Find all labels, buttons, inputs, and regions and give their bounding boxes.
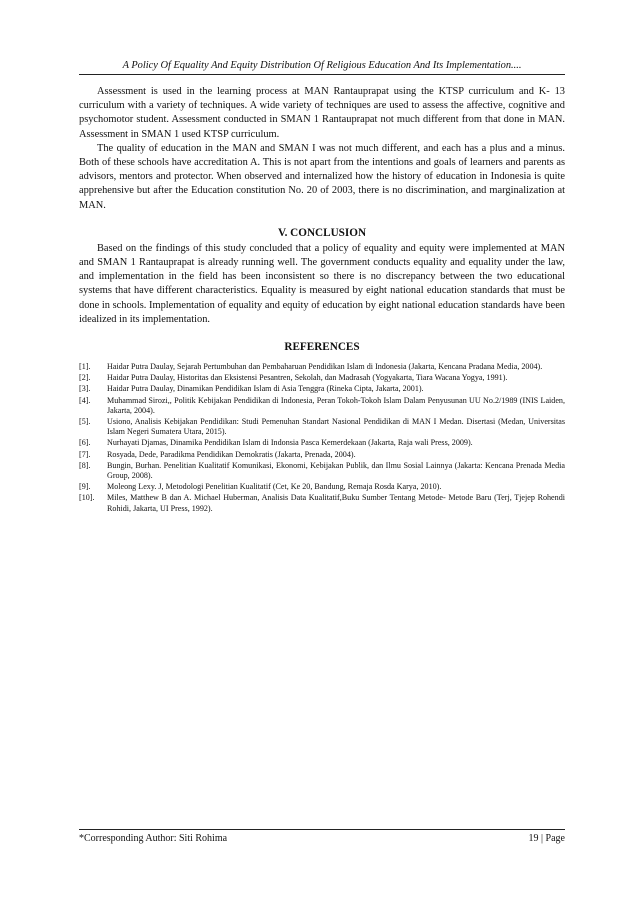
body-paragraph: Assessment is used in the learning process at MAN Rantauprapat using the KTSP curriculum and K- 13 curriculum with a variety of techniques. A wide variety of techniques are used to assess the affective, cognitive and psychomotor student. Assessment conducted in SMAN 1 Rantauprapat not much different from that done in MAN. Assessment in SMAN 1 used KTSP curriculum.: [79, 86, 565, 140]
reference-number: [1].: [79, 362, 91, 372]
conclusion-section: [79, 226, 565, 327]
reference-text: Bungin, Burhan. Penelitian Kualitatif Komunikasi, Ekonomi, Kebijakan Publik, dan Ilmu Sosial Lainnya (Jakarta: Kencana Prenada Media Group, 2008).: [107, 460, 565, 481]
reference-text: Haidar Putra Daulay, Dinamikan Pendidikan Islam di Asia Tenggra (Rineka Cipta, Jakarta, 2001).: [107, 384, 424, 394]
reference-item: [79, 373, 565, 383]
reference-number: [9].: [79, 482, 91, 492]
reference-item: [79, 493, 565, 513]
reference-number: [5].: [79, 417, 91, 427]
reference-item: [79, 482, 565, 492]
running-header: A Policy Of Equality And Equity Distribution Of Religious Education And Its Implementation....: [79, 60, 565, 75]
section-heading: REFERENCES: [284, 341, 360, 354]
page-content: [79, 60, 565, 530]
page-number: 19 | Page: [528, 833, 565, 844]
reference-number: [4].: [79, 395, 91, 405]
reference-text: Nurhayati Djamas, Dinamika Pendidikan Islam di Indonsia Pasca Kemerdekaan (Jakarta, Raja wali Press, 2009).: [107, 438, 473, 448]
reference-text: Miles, Matthew B dan A. Michael Huberman, Analisis Data Kualitatif,Buku Sumber Tentang Metode- Metode Baru (Terj, Tjejep Rohendi Rohidi, Jakarta, UI Press, 1992).: [107, 493, 565, 513]
reference-item: [79, 362, 565, 372]
reference-text: Haidar Putra Daulay, Historitas dan Eksistensi Pesantren, Sekolah, dan Madrasah (Yogyakarta, Tiara Wacana Yogya, 1991).: [107, 373, 508, 383]
reference-item: [79, 438, 565, 448]
references-section: [79, 340, 565, 514]
reference-text: Moleong Lexy. J, Metodologi Penelitian Kualitatif (Cet, Ke 20, Bandung, Remaja Rosda Karya, 2010).: [107, 482, 442, 492]
reference-item: [79, 450, 565, 460]
section-heading: V. CONCLUSION: [277, 226, 367, 239]
corresponding-author: *Corresponding Author: Siti Rohima: [79, 833, 228, 844]
reference-number: [3].: [79, 384, 91, 394]
conclusion-text: Based on the findings of this study concluded that a policy of equality and equity were implemented at MAN and SMAN 1 Rantauprapat is already running well. The government conducts equality and equality under the law, and implementation in the field has been inconsistent so there is no discrepancy between the two educational systems that have different characteristics. Equality is measured by eight national education standards that must be done in schools. Implementation of equality and equity of education by eight national education standards have been idealized in its implementation.: [79, 242, 565, 325]
reference-text: Muhammad Sirozi,, Politik Kebijakan Pendidikan di Indonesia, Peran Tokoh-Tokoh Islam Dalam Penyusunan UU No.2/1989 (INIS Laiden, Jakarta, 2004).: [107, 395, 565, 415]
reference-item: [79, 417, 565, 437]
reference-text: Haidar Putra Daulay, Sejarah Pertumbuhan dan Pembaharuan Pendidikan Islam di Indonesia (Jakarta, Kencana Pradana Media, 2004).: [107, 362, 543, 372]
reference-list: [79, 362, 565, 514]
page-footer: [79, 829, 565, 844]
reference-text: Usiono, Analisis Kebijakan Pendidikan: Studi Pemenuhan Standart Nasional Pendidikan di MAN I Medan. Disertasi (Medan, Universitas Islam Negeri Sumatera Utara, 2015).: [107, 417, 565, 437]
reference-number: [8].: [79, 460, 91, 470]
reference-number: [7].: [79, 449, 91, 459]
reference-item: [79, 396, 565, 416]
reference-text: Rosyada, Dede, Paradikma Pendidikan Demokratis (Jakarta, Prenada, 2004).: [107, 449, 356, 459]
body-paragraph: The quality of education in the MAN and SMAN I was not much different, and each has a plus and a minus. Both of these schools have accreditation A. This is not apart from the intentions and goals of learners and parents as advisors, mentors and protector. When observed and internalized how the history of education in Indonesia is quite apprehensive but after the Education constitution No. 20 of 2003, there is no discrimination, and marginalization at MAN.: [79, 142, 565, 211]
reference-item: [79, 461, 565, 481]
reference-number: [2].: [79, 373, 91, 383]
reference-item: [79, 384, 565, 394]
reference-number: [10].: [79, 493, 95, 503]
reference-number: [6].: [79, 438, 91, 448]
